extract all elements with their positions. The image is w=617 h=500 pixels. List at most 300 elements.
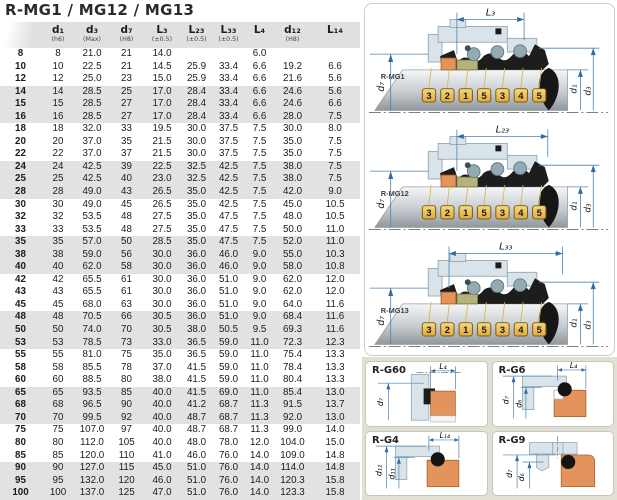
seal-diagram-r-mg12 — [365, 121, 614, 238]
col-header-d12: d₁₂ (H8) — [275, 22, 310, 48]
value-cell: 42.5 — [218, 198, 239, 210]
value-cell: 28 — [41, 186, 75, 199]
callout-number: 3 — [426, 208, 432, 219]
value-cell: 35.0 — [186, 211, 207, 223]
value-cell: 45.0 — [144, 462, 180, 475]
value-cell: 15.0 — [325, 436, 345, 448]
value-cell: 46.0 — [186, 449, 207, 461]
value-cell: 11.0 — [250, 349, 269, 361]
table-row — [0, 148, 360, 161]
value-cell: 127.0 — [75, 462, 109, 475]
value-cell: 23.0 — [144, 173, 180, 186]
value-cell: 6.6 — [244, 111, 275, 124]
size-cell: 14 — [0, 86, 41, 99]
value-cell: 6.6 — [244, 86, 275, 99]
table-row — [0, 424, 360, 437]
value-cell: 33.4 — [213, 86, 244, 99]
table-row — [0, 249, 360, 262]
value-cell: 42 — [52, 273, 64, 285]
callout-number: 5 — [481, 325, 487, 336]
value-cell: 28.4 — [180, 111, 213, 124]
value-cell: 38.0 — [180, 324, 213, 337]
arrowhead — [431, 369, 435, 373]
size-cell: 15 — [0, 98, 41, 111]
value-cell: 21.5 — [152, 148, 172, 160]
value-cell: 104.0 — [280, 436, 305, 448]
value-cell: 12.0 — [325, 286, 345, 298]
value-cell: 28.5 — [144, 236, 180, 249]
value-cell: 36.0 — [180, 249, 213, 262]
value-cell: 9.0 — [244, 311, 275, 324]
value-cell: 14.8 — [325, 449, 345, 461]
value-cell: 37.5 — [218, 148, 239, 160]
callout-number: 5 — [536, 91, 542, 102]
value-cell: 100 — [41, 487, 75, 500]
value-cell: 18 — [52, 123, 64, 135]
arrowhead — [556, 251, 563, 256]
right-dimension-label: d₁ — [569, 201, 580, 211]
col-header-L14: L₁₄ — [310, 22, 360, 48]
size-cell: 10 — [15, 60, 26, 72]
value-cell: 14.0 — [244, 475, 275, 488]
callout-number: 3 — [499, 325, 506, 336]
value-cell: 21.5 — [152, 135, 172, 147]
seat — [431, 391, 456, 416]
col-header-L23: L₂₃ (±0.5) — [180, 22, 213, 48]
value-cell: 9.0 — [244, 261, 275, 274]
value-cell: 55 — [52, 349, 64, 361]
spring-detail — [465, 45, 471, 51]
value-cell: 19.2 — [282, 60, 303, 72]
size-cell: 100 — [0, 487, 41, 500]
table-row — [0, 61, 360, 74]
value-cell: 10.8 — [310, 261, 360, 274]
value-cell: 30 — [52, 198, 64, 210]
callout-number: 3 — [499, 208, 506, 219]
value-cell: 41.2 — [180, 399, 213, 412]
value-cell: 40.0 — [144, 387, 180, 400]
value-cell — [275, 48, 310, 61]
value-cell: 107.0 — [79, 424, 105, 436]
value-cell: 25.0 — [82, 73, 102, 85]
value-cell: 97 — [121, 424, 132, 436]
value-cell: 27 — [109, 98, 144, 111]
value-cell: 16 — [41, 111, 75, 124]
value-cell: 90 — [109, 399, 144, 412]
size-cell: 38 — [0, 249, 41, 262]
value-cell: 13.3 — [325, 349, 345, 361]
arrowhead — [429, 438, 433, 442]
value-cell: 22 — [52, 148, 64, 160]
value-cell: 85.5 — [82, 361, 102, 373]
arrowhead — [541, 134, 548, 139]
value-cell: 37.0 — [152, 361, 172, 373]
value-cell: 35.0 — [186, 223, 207, 235]
value-cell: 115 — [109, 462, 144, 475]
seal-diagrams-panel — [364, 3, 615, 356]
right-dimension-label: d₃ — [583, 320, 594, 330]
value-cell: 56 — [109, 249, 144, 262]
seal-diagram-r-mg13 — [365, 238, 614, 355]
size-cell: 33 — [15, 223, 26, 235]
table-row — [0, 173, 360, 186]
callout-number: 5 — [536, 208, 542, 219]
detail-view-title: R-G4 — [372, 434, 400, 446]
value-cell: 51.0 — [218, 298, 239, 310]
value-cell: 61 — [121, 273, 132, 285]
value-cell: 53.5 — [82, 223, 102, 235]
arrowhead — [591, 165, 596, 172]
value-cell: 59.0 — [75, 249, 109, 262]
value-cell: 12.0 — [325, 273, 345, 285]
callout-number: 1 — [463, 91, 469, 102]
value-cell: 14.0 — [152, 48, 172, 59]
detail-view-r-g6 — [492, 361, 615, 427]
table-row — [0, 412, 360, 425]
value-cell: 36.5 — [186, 349, 207, 361]
value-cell: 7.5 — [244, 236, 275, 249]
value-cell: 32.0 — [82, 123, 102, 135]
value-cell: 6.6 — [252, 73, 267, 85]
value-cell: 36.0 — [186, 286, 207, 298]
value-cell: 30.5 — [144, 311, 180, 324]
value-cell: 30.0 — [152, 273, 172, 285]
value-cell: 28.4 — [180, 98, 213, 111]
value-cell: 7.5 — [252, 211, 267, 223]
value-cell: 70.5 — [75, 311, 109, 324]
value-cell: 7.5 — [252, 123, 267, 135]
value-cell: 47.5 — [213, 236, 244, 249]
table-row — [0, 324, 360, 337]
value-cell: 120.0 — [79, 449, 105, 461]
detail-view-r-g4 — [365, 431, 488, 497]
value-cell: 40.0 — [152, 424, 172, 436]
table-row — [0, 236, 360, 249]
size-cell: 85 — [15, 449, 26, 461]
value-cell: 96.5 — [75, 399, 109, 412]
value-cell: 36.5 — [180, 337, 213, 350]
value-cell: 66 — [109, 311, 144, 324]
left-dimension-label: d₆ — [514, 399, 523, 408]
value-cell: 69.0 — [213, 387, 244, 400]
value-cell: 42.0 — [275, 186, 310, 199]
face-ring — [457, 60, 478, 70]
table-row — [0, 475, 360, 488]
value-cell: 30.0 — [144, 261, 180, 274]
value-cell: 40.0 — [144, 399, 180, 412]
value-cell: 38 — [41, 249, 75, 262]
value-cell: 47.5 — [218, 223, 239, 235]
left-dimension-label: d₇ — [375, 198, 387, 209]
value-cell: 9.0 — [252, 286, 267, 298]
value-cell: 42.5 — [75, 173, 109, 186]
value-cell: 24.6 — [275, 98, 310, 111]
arrowhead — [557, 368, 561, 372]
value-cell: 46.0 — [213, 249, 244, 262]
arrowhead — [515, 454, 519, 460]
col-header-L33: L₃₃ (±0.5) — [213, 22, 244, 48]
o-ring — [561, 454, 575, 468]
top-dimension-label: L₂₃ — [495, 124, 510, 136]
value-cell: 8.0 — [328, 123, 342, 135]
value-cell: 7.5 — [244, 186, 275, 199]
value-cell: 14 — [41, 86, 75, 99]
value-cell: 46.0 — [144, 475, 180, 488]
value-cell: 41.5 — [186, 374, 207, 386]
value-cell: 81.0 — [82, 349, 102, 361]
value-cell: 10.5 — [325, 198, 345, 210]
left-dimension-label: d₆ — [516, 472, 526, 481]
seat — [427, 460, 459, 486]
arrowhead — [578, 304, 583, 311]
detail-view-title: R-G9 — [498, 434, 526, 446]
value-cell: 13.7 — [310, 399, 360, 412]
size-cell: 8 — [17, 48, 24, 59]
size-cell: 35 — [0, 236, 41, 249]
value-cell: 35 — [41, 236, 75, 249]
table-row — [0, 374, 360, 387]
callout-number: 4 — [518, 91, 524, 102]
seal-model-label: R-MG1 — [380, 71, 405, 81]
value-cell: 36.0 — [186, 273, 207, 285]
table-row — [0, 387, 360, 400]
table-header-row — [0, 22, 360, 48]
set-screw — [495, 145, 501, 151]
value-cell: 59.0 — [218, 349, 239, 361]
value-cell: 43 — [52, 286, 64, 298]
size-cell: 95 — [0, 475, 41, 488]
table-row — [0, 311, 360, 324]
value-cell: 53 — [41, 337, 75, 350]
value-cell: 7.5 — [252, 148, 267, 160]
value-cell: 17.0 — [144, 86, 180, 99]
callout-number: 3 — [426, 91, 432, 102]
value-cell: 55.0 — [275, 249, 310, 262]
size-cell: 48 — [0, 311, 41, 324]
value-cell: 48.7 — [180, 412, 213, 425]
value-cell: 45 — [121, 198, 132, 210]
value-cell: 13.3 — [325, 361, 345, 373]
table-row — [0, 98, 360, 111]
value-cell: 68.7 — [218, 424, 239, 436]
value-cell: 30.0 — [186, 123, 207, 135]
value-cell: 40.0 — [144, 412, 180, 425]
detail-view-r-g9 — [492, 431, 615, 497]
value-cell: 33 — [121, 123, 132, 135]
value-cell: 25.9 — [186, 73, 207, 85]
value-cell: 24.6 — [275, 86, 310, 99]
arrowhead — [591, 282, 596, 289]
table-row — [0, 48, 360, 61]
value-cell: 7.5 — [244, 173, 275, 186]
face-ring — [457, 294, 478, 304]
size-cell: 60 — [15, 374, 26, 386]
size-cell: 75 — [15, 424, 26, 436]
value-cell: 48.7 — [186, 424, 207, 436]
value-cell: 25 — [41, 173, 75, 186]
size-cell: 25 — [0, 173, 41, 186]
value-cell: 64.0 — [282, 298, 303, 310]
value-cell: 45.0 — [282, 198, 303, 210]
table-row — [0, 286, 360, 299]
arrowhead — [581, 368, 585, 372]
o-ring — [431, 452, 445, 466]
value-cell: 21 — [121, 60, 132, 72]
value-cell: 10.5 — [325, 211, 345, 223]
right-dimension-label: d₃ — [583, 86, 594, 96]
value-cell: 33.4 — [218, 60, 239, 72]
value-cell: 35.0 — [282, 135, 303, 147]
value-cell: 15.8 — [310, 475, 360, 488]
callout-number: 5 — [481, 208, 487, 219]
value-cell: 10.3 — [310, 249, 360, 262]
value-cell: 99.0 — [282, 424, 303, 436]
value-cell: 32.5 — [180, 173, 213, 186]
value-cell: 9.0 — [252, 273, 267, 285]
detail-views-panel — [362, 357, 617, 500]
size-cell: 24 — [0, 161, 41, 174]
value-cell: 38.0 — [275, 173, 310, 186]
value-cell: 22.5 — [144, 161, 180, 174]
value-cell: 7.5 — [310, 111, 360, 124]
size-cell: 43 — [15, 286, 26, 298]
value-cell: 14.0 — [325, 424, 345, 436]
value-cell: 46.0 — [213, 261, 244, 274]
page-title: R-MG1 / MG12 / MG13 — [5, 1, 195, 19]
value-cell: 75.4 — [282, 349, 303, 361]
value-cell: 42.5 — [213, 173, 244, 186]
value-cell: 12 — [52, 73, 64, 85]
value-cell: 20 — [52, 135, 64, 147]
size-cell: 53 — [0, 337, 41, 350]
arrowhead — [386, 383, 390, 389]
value-cell: 50 — [41, 324, 75, 337]
value-cell: 11.0 — [250, 374, 269, 386]
arrowhead — [454, 438, 458, 442]
value-cell: 9.5 — [244, 324, 275, 337]
value-cell: 8 — [55, 48, 61, 59]
value-cell: 9.0 — [310, 186, 360, 199]
value-cell: 43 — [109, 186, 144, 199]
value-cell — [180, 48, 213, 61]
value-cell: 7.5 — [310, 161, 360, 174]
value-cell: 85.4 — [275, 387, 310, 400]
size-cell: 40 — [0, 261, 41, 274]
detail-view-title: R-G60 — [372, 365, 406, 376]
value-cell: 19.5 — [152, 123, 172, 135]
value-cell: 11.6 — [310, 311, 360, 324]
top-dimension-label: L₃ — [485, 7, 496, 19]
value-cell: 42.5 — [75, 161, 109, 174]
value-cell: 21.6 — [282, 73, 303, 85]
table-row — [0, 274, 360, 287]
value-cell: 59.0 — [213, 337, 244, 350]
left-dimension-label: d₁₂ — [374, 464, 384, 476]
value-cell: 33.0 — [144, 337, 180, 350]
value-cell: 15 — [41, 98, 75, 111]
seal-model-label: R-MG12 — [380, 188, 409, 198]
callout-number: 3 — [499, 91, 506, 102]
table-row — [0, 450, 360, 463]
value-cell: 68.4 — [275, 311, 310, 324]
value-cell: 114.0 — [275, 462, 310, 475]
size-cell: 12 — [15, 73, 26, 85]
value-cell — [310, 48, 360, 61]
value-cell: 78.0 — [218, 436, 239, 448]
right-dimension-label: d₁ — [569, 84, 580, 94]
seat-ring — [441, 175, 456, 187]
value-cell: 68.7 — [213, 412, 244, 425]
value-cell: 69.3 — [275, 324, 310, 337]
right-dimension-label: d₁ — [569, 318, 580, 328]
value-cell: 51.0 — [218, 286, 239, 298]
value-cell: 14.0 — [244, 487, 275, 500]
value-cell: 45 — [52, 298, 64, 310]
value-cell: 28.5 — [75, 111, 109, 124]
arrowhead — [388, 171, 393, 179]
right-panel — [362, 0, 617, 500]
value-cell: 41.0 — [152, 449, 172, 461]
callout-number: 2 — [444, 91, 450, 102]
value-cell: 11.3 — [244, 412, 275, 425]
value-cell: 13.0 — [310, 387, 360, 400]
value-cell: 33.4 — [213, 98, 244, 111]
value-cell: 23 — [121, 73, 132, 85]
table-row — [0, 161, 360, 174]
col-header-L4: L₄ — [244, 22, 275, 48]
value-cell: 21.0 — [82, 48, 102, 59]
value-cell: 68.0 — [82, 298, 102, 310]
table-row — [0, 136, 360, 149]
callout-number: 5 — [481, 91, 487, 102]
size-cell: 90 — [0, 462, 41, 475]
arrowhead — [451, 369, 455, 373]
value-cell: 123.3 — [275, 487, 310, 500]
table-row — [0, 362, 360, 375]
value-cell: 50.0 — [282, 223, 303, 235]
value-cell: 85 — [109, 387, 144, 400]
value-cell: 7.5 — [328, 148, 342, 160]
callout-number: 4 — [518, 325, 524, 336]
left-dimension-label: d₇ — [504, 469, 514, 478]
value-cell: 15.0 — [152, 73, 172, 85]
col-header-L3: L₃ (±0.5) — [144, 22, 180, 48]
value-cell: 11.0 — [250, 361, 269, 373]
value-cell: 11.6 — [325, 298, 345, 310]
value-cell: 21 — [121, 48, 132, 59]
value-cell: 68 — [41, 399, 75, 412]
value-cell: 58 — [109, 261, 144, 274]
size-cell: 45 — [15, 298, 26, 310]
value-cell: 17.0 — [144, 111, 180, 124]
seal-cross-section — [365, 4, 614, 121]
value-cell: 80 — [52, 436, 64, 448]
seat-ring — [441, 58, 456, 70]
arrowhead — [388, 54, 393, 62]
value-cell: 30.0 — [152, 286, 172, 298]
value-cell: 14.0 — [249, 449, 270, 461]
value-cell: 48 — [41, 311, 75, 324]
value-cell: 40.0 — [152, 436, 172, 448]
table-row — [0, 487, 360, 500]
value-cell: 6.0 — [252, 48, 267, 59]
value-cell: 35.0 — [282, 148, 303, 160]
size-cell: 32 — [15, 211, 26, 223]
face-ring — [457, 177, 478, 187]
callout-number: 1 — [463, 325, 469, 336]
value-cell: 12.3 — [310, 337, 360, 350]
value-cell: 30.0 — [144, 249, 180, 262]
